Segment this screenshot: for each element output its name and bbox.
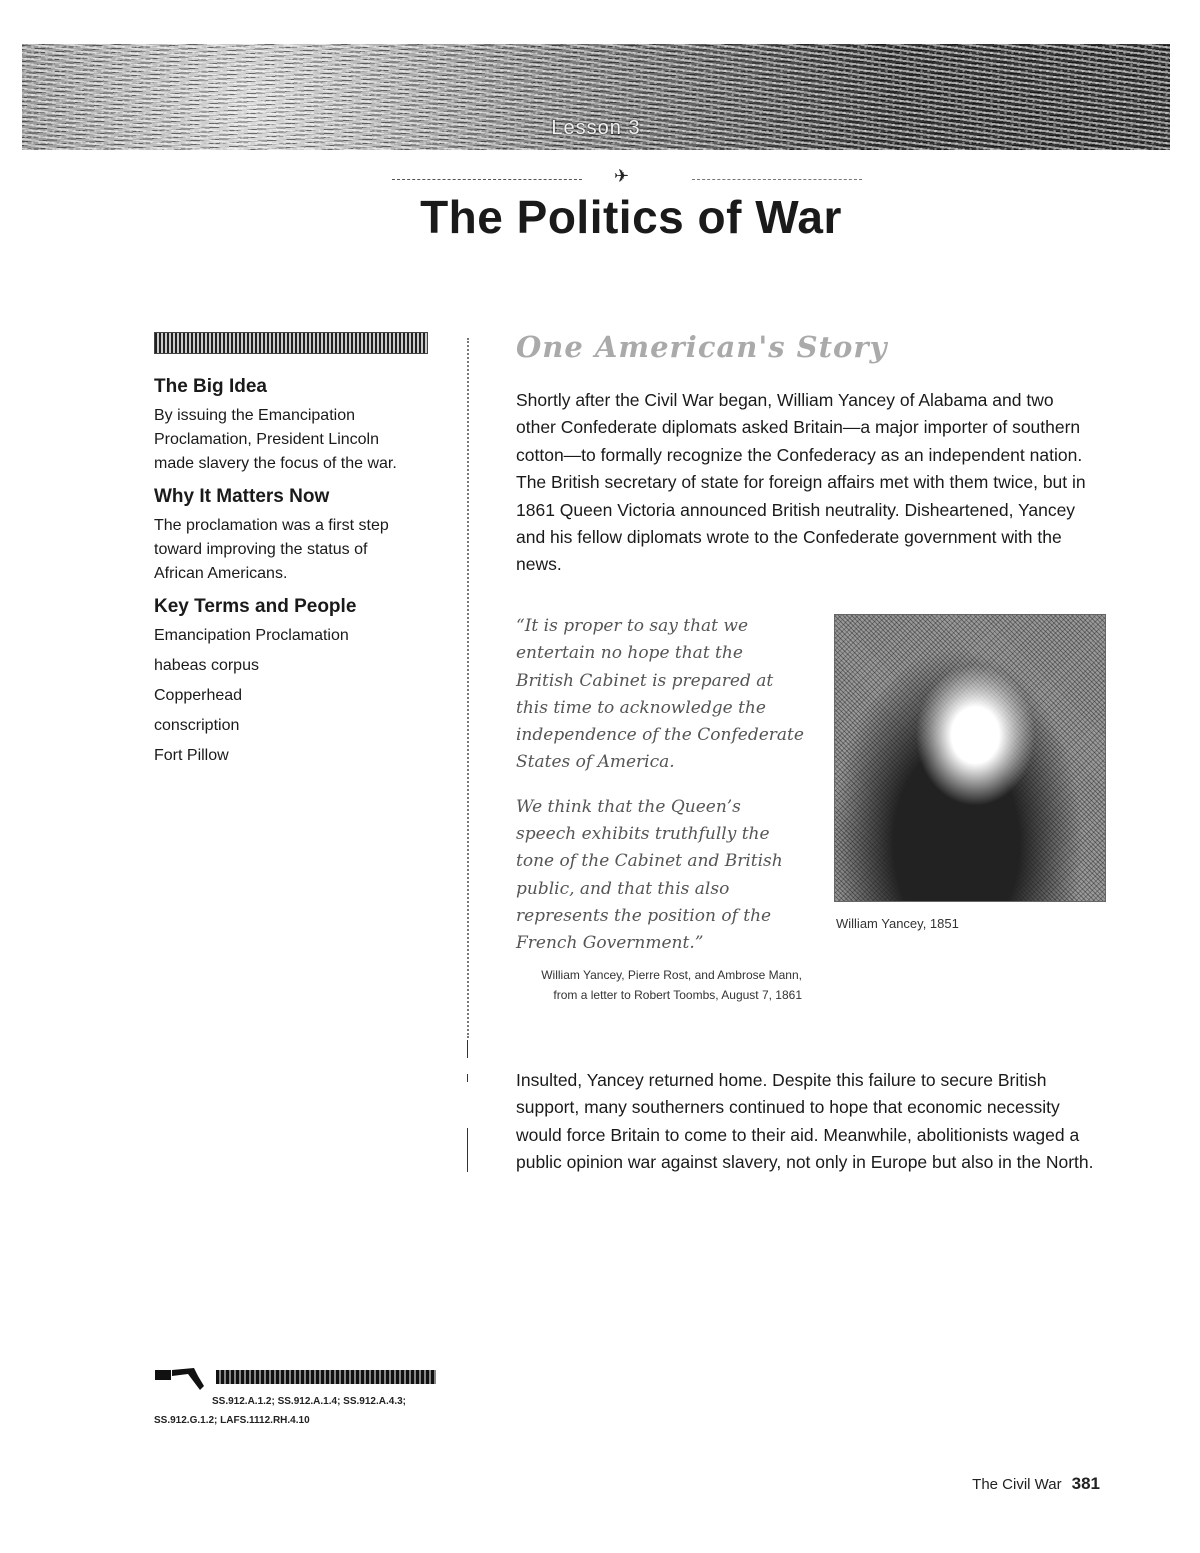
standards-block	[154, 1362, 454, 1430]
quote-paragraph-2: We think that the Queen’s speech exhibits truthfully the tone of the Cabinet and British public, and that this also represents the position of the French Government.”	[516, 796, 783, 954]
story-heading: One American's Story	[516, 330, 888, 364]
why-text: The proclamation was a first step toward improving the status of African Americans.	[154, 517, 389, 582]
story-paragraph-2: Insulted, Yancey returned home. Despite this failure to secure British support, many southerners continued to hope that economic necessity would force Britain to come to their aid. Meanwhile, abolitionists waged a public opinion war against slavery, not only in Europe but also in the North.	[516, 1070, 1094, 1173]
key-terms-heading: Key Terms and People	[154, 596, 357, 617]
page-number: 381	[1071, 1474, 1100, 1493]
portrait-image	[834, 614, 1106, 902]
page-title: The Politics of War	[420, 191, 842, 243]
title-ornament	[392, 166, 862, 186]
column-divider-mark	[467, 1040, 468, 1058]
sidebar-header-strip	[154, 332, 428, 354]
key-term: Copperhead	[154, 687, 243, 704]
big-idea-heading: The Big Idea	[154, 376, 267, 397]
sidebar	[154, 332, 454, 774]
footer-chapter: The Civil War	[972, 1476, 1062, 1493]
portrait-caption: William Yancey, 1851	[836, 916, 959, 931]
florida-map-icon	[154, 1362, 210, 1392]
page-footer	[972, 1474, 1100, 1494]
quote-paragraph-1: “It is proper to say that we entertain no hope that the British Cabinet is prepared at this time to acknowledge the independence of the Confederate States of America.	[516, 616, 804, 773]
lesson-label: Lesson 3	[551, 117, 641, 139]
star-ornament-icon: ✈	[614, 166, 630, 186]
lesson-banner	[22, 44, 1170, 150]
quote-source: William Yancey, Pierre Rost, and Ambrose Mann, from a letter to Robert Toombs, August 7, 1861	[541, 968, 802, 1002]
big-idea-text: By issuing the Emancipation Proclamation, President Lincoln made slavery the focus of the war.	[154, 407, 397, 472]
column-divider	[467, 338, 469, 1038]
key-term: habeas corpus	[154, 657, 259, 674]
standards-line-1: SS.912.A.1.2; SS.912.A.1.4; SS.912.A.4.3;	[212, 1396, 406, 1407]
ornament-line-right	[692, 179, 862, 180]
standards-line-2: SS.912.G.1.2; LAFS.1112.RH.4.10	[154, 1415, 310, 1426]
standards-label-strip	[216, 1370, 436, 1384]
key-term: Emancipation Proclamation	[154, 627, 349, 644]
story-paragraph-1: Shortly after the Civil War began, William Yancey of Alabama and two other Confederate diplomats asked Britain—a major importer of southern cotton—to formally recognize the Confederacy as an independent nation. The British secretary of state for foreign affairs met with them twice, but in 1861 Queen Victoria announced British neutrality. Disheartened, Yancey and his fellow diplomats wrote to the Confederate government with the news.	[516, 390, 1086, 575]
story-quote	[516, 613, 806, 975]
column-divider-mark	[467, 1128, 468, 1172]
ornament-line-left	[392, 179, 582, 180]
key-term: Fort Pillow	[154, 747, 229, 764]
key-term: conscription	[154, 717, 240, 734]
column-divider-mark	[467, 1074, 468, 1082]
why-heading: Why It Matters Now	[154, 486, 330, 507]
